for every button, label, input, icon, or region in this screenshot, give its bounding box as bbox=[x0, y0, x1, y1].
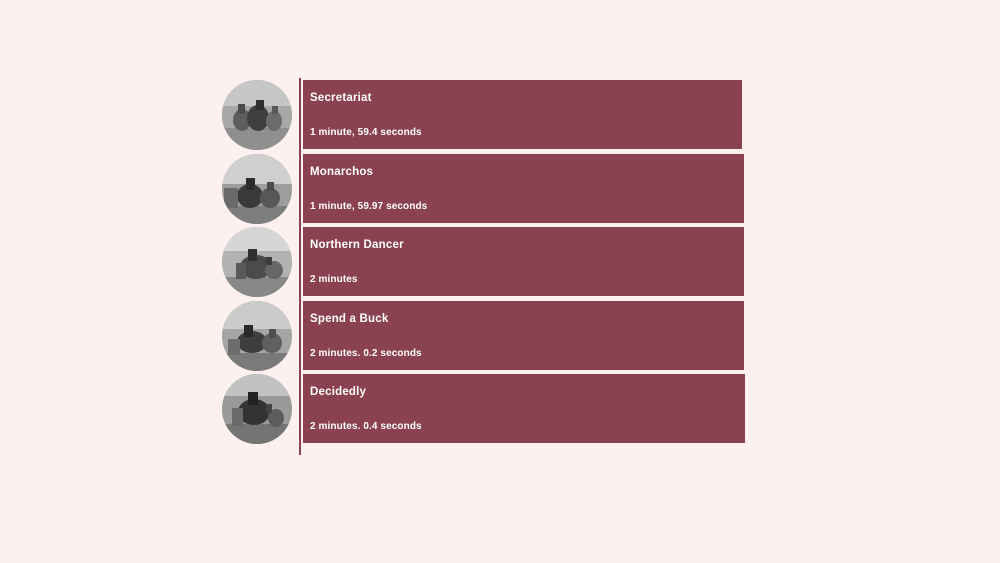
horse-photo-icon bbox=[222, 80, 292, 150]
bar-value-label: 2 minutes bbox=[310, 274, 358, 285]
bar-secretariat bbox=[303, 80, 742, 149]
chart-row bbox=[222, 78, 742, 152]
horse-photo-icon bbox=[222, 227, 292, 297]
bar-monarchos bbox=[303, 154, 744, 223]
bar-value-label: 2 minutes. 0.4 seconds bbox=[310, 421, 422, 432]
chart-row bbox=[222, 372, 742, 446]
bar-northern-dancer bbox=[303, 227, 744, 296]
bar-label: Decidedly bbox=[310, 386, 367, 398]
bar-decidedly bbox=[303, 374, 745, 443]
bar-value-label: 2 minutes. 0.2 seconds bbox=[310, 347, 422, 359]
horizontal-bar-chart bbox=[222, 78, 742, 446]
chart-row bbox=[222, 225, 742, 299]
chart-row bbox=[222, 152, 742, 226]
bar-value-label: 1 minute, 59.4 seconds bbox=[310, 127, 422, 138]
bar-spend-a-buck bbox=[303, 301, 744, 370]
horse-photo-icon bbox=[222, 374, 292, 444]
bar-label: Secretariat bbox=[310, 92, 372, 104]
bar-label: Spend a Buck bbox=[310, 312, 389, 325]
chart-row bbox=[222, 299, 742, 373]
horse-photo-icon bbox=[222, 154, 292, 224]
bar-value-label: 1 minute, 59.97 seconds bbox=[310, 200, 428, 212]
horse-photo-icon bbox=[222, 301, 292, 371]
bar-label: Monarchos bbox=[310, 165, 374, 178]
bar-label: Northern Dancer bbox=[310, 239, 404, 251]
